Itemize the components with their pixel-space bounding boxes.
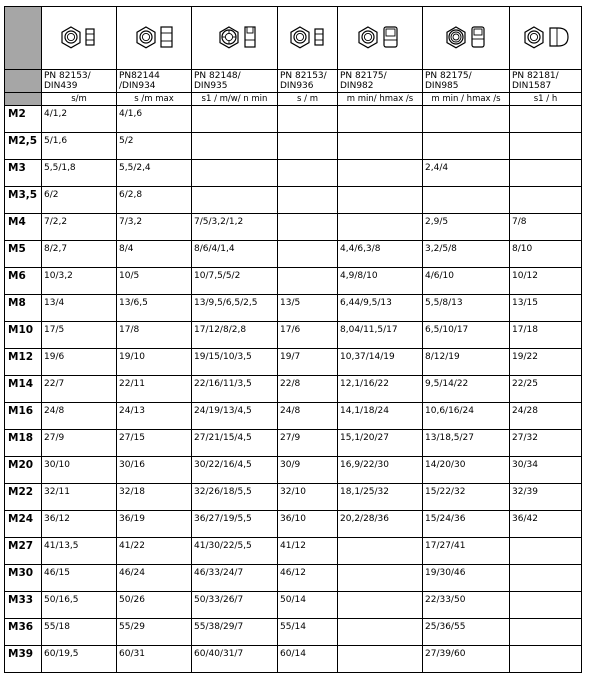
dimension-cell-c6: 9,5/14/22 bbox=[423, 376, 510, 403]
dimension-cell-c5: 14,1/18/24 bbox=[338, 403, 423, 430]
dimension-cell-c3 bbox=[192, 106, 278, 133]
thread-size-cell: M3,5 bbox=[5, 187, 42, 214]
hex-nut-icon bbox=[280, 20, 336, 54]
dimension-cell-c4: 60/14 bbox=[278, 646, 338, 673]
dimension-cell-c4 bbox=[278, 160, 338, 187]
dimension-cell-c4: 17/6 bbox=[278, 322, 338, 349]
thread-size-cell: M36 bbox=[5, 619, 42, 646]
dimension-cell-c5: 10,37/14/19 bbox=[338, 349, 423, 376]
dimension-cell-c4: 27/9 bbox=[278, 430, 338, 457]
unit-corner bbox=[5, 93, 42, 106]
dimension-cell-c2: 17/8 bbox=[117, 322, 192, 349]
dimension-cell-c1: 41/13,5 bbox=[42, 538, 117, 565]
dimension-cell-c3: 30/22/16/4,5 bbox=[192, 457, 278, 484]
col-unit-c2: s /m max bbox=[117, 93, 192, 106]
dimension-cell-c4 bbox=[278, 241, 338, 268]
table-row bbox=[5, 538, 582, 565]
table-row bbox=[5, 511, 582, 538]
dimension-cell-c4 bbox=[278, 133, 338, 160]
dimension-cell-c2: 7/3,2 bbox=[117, 214, 192, 241]
dimension-cell-c6: 15/22/32 bbox=[423, 484, 510, 511]
dimension-cell-c3: 32/26/18/5,5 bbox=[192, 484, 278, 511]
table-row bbox=[5, 376, 582, 403]
dimension-cell-c5: 4,9/8/10 bbox=[338, 268, 423, 295]
dimension-cell-c4: 41/12 bbox=[278, 538, 338, 565]
dimension-cell-c2: 5,5/2,4 bbox=[117, 160, 192, 187]
dimension-cell-c3: 50/33/26/7 bbox=[192, 592, 278, 619]
dimension-cell-c6 bbox=[423, 106, 510, 133]
dimension-cell-c1: 50/16,5 bbox=[42, 592, 117, 619]
dimension-cell-c3: 60/40/31/7 bbox=[192, 646, 278, 673]
dimension-cell-c1: 24/8 bbox=[42, 403, 117, 430]
dimension-cell-c5 bbox=[338, 619, 423, 646]
table-row bbox=[5, 349, 582, 376]
dimension-cell-c1: 6/2 bbox=[42, 187, 117, 214]
dimension-cell-c4: 32/10 bbox=[278, 484, 338, 511]
dimension-cell-c1: 60/19,5 bbox=[42, 646, 117, 673]
dimension-cell-c1: 19/6 bbox=[42, 349, 117, 376]
dimension-cell-c2: 41/22 bbox=[117, 538, 192, 565]
dimension-cell-c5: 6,44/9,5/13 bbox=[338, 295, 423, 322]
dimension-cell-c5 bbox=[338, 592, 423, 619]
dimension-cell-c1: 7/2,2 bbox=[42, 214, 117, 241]
dimension-cell-c6: 17/27/41 bbox=[423, 538, 510, 565]
dimension-cell-c5: 15,1/20/27 bbox=[338, 430, 423, 457]
cap-nut-icon bbox=[516, 20, 576, 54]
hex-nut-icon bbox=[49, 20, 109, 54]
dimension-cell-c5 bbox=[338, 565, 423, 592]
dimension-cell-c2: 5/2 bbox=[117, 133, 192, 160]
dimension-cell-c1: 46/15 bbox=[42, 565, 117, 592]
dimension-cell-c3: 55/38/29/7 bbox=[192, 619, 278, 646]
col-unit-c4: s / m bbox=[278, 93, 338, 106]
table-row bbox=[5, 619, 582, 646]
dimension-cell-c6: 5,5/8/13 bbox=[423, 295, 510, 322]
col-unit-c1: s/m bbox=[42, 93, 117, 106]
col-unit-c6: m min / hmax /s bbox=[423, 93, 510, 106]
dimension-cell-c1: 5/1,6 bbox=[42, 133, 117, 160]
castle-nut-icon bbox=[205, 20, 265, 54]
dimension-cell-c7 bbox=[510, 133, 582, 160]
thread-size-cell: M5 bbox=[5, 241, 42, 268]
col-icon-c2 bbox=[117, 7, 192, 70]
dimension-cell-c3: 41/30/22/5,5 bbox=[192, 538, 278, 565]
dimension-cell-c2: 6/2,8 bbox=[117, 187, 192, 214]
thread-size-cell: M20 bbox=[5, 457, 42, 484]
dimension-cell-c1: 4/1,2 bbox=[42, 106, 117, 133]
dimension-cell-c4: 22/8 bbox=[278, 376, 338, 403]
dimension-cell-c6 bbox=[423, 133, 510, 160]
table-row bbox=[5, 133, 582, 160]
table-row bbox=[5, 403, 582, 430]
dimension-cell-c4: 46/12 bbox=[278, 565, 338, 592]
dimension-cell-c6: 3,2/5/8 bbox=[423, 241, 510, 268]
table-row bbox=[5, 214, 582, 241]
col-icon-c3 bbox=[192, 7, 278, 70]
dimension-cell-c2: 30/16 bbox=[117, 457, 192, 484]
dimension-cell-c5 bbox=[338, 160, 423, 187]
dimension-cell-c4 bbox=[278, 214, 338, 241]
dimension-cell-c4: 30/9 bbox=[278, 457, 338, 484]
dimension-cell-c1: 13/4 bbox=[42, 295, 117, 322]
dimension-cell-c5: 16,9/22/30 bbox=[338, 457, 423, 484]
dimension-cell-c4: 36/10 bbox=[278, 511, 338, 538]
dimension-cell-c4 bbox=[278, 187, 338, 214]
dimension-cell-c2: 13/6,5 bbox=[117, 295, 192, 322]
dimension-cell-c3: 46/33/24/7 bbox=[192, 565, 278, 592]
dimension-cell-c6: 19/30/46 bbox=[423, 565, 510, 592]
thread-size-cell: M4 bbox=[5, 214, 42, 241]
thread-size-cell: M16 bbox=[5, 403, 42, 430]
thread-size-cell: M8 bbox=[5, 295, 42, 322]
dimension-cell-c6: 2,9/5 bbox=[423, 214, 510, 241]
dimension-cell-c2: 32/18 bbox=[117, 484, 192, 511]
table-row bbox=[5, 430, 582, 457]
icon-row bbox=[5, 7, 582, 70]
unit-row bbox=[5, 93, 582, 106]
dimension-cell-c1: 17/5 bbox=[42, 322, 117, 349]
thread-size-cell: M33 bbox=[5, 592, 42, 619]
dimension-cell-c1: 55/18 bbox=[42, 619, 117, 646]
dimension-cell-c7 bbox=[510, 592, 582, 619]
dimension-cell-c1: 10/3,2 bbox=[42, 268, 117, 295]
dimension-cell-c6: 4/6/10 bbox=[423, 268, 510, 295]
dimension-cell-c3: 24/19/13/4,5 bbox=[192, 403, 278, 430]
thread-size-cell: M12 bbox=[5, 349, 42, 376]
col-name-c7: PN 82181/ DIN1587 bbox=[510, 70, 582, 93]
dimension-cell-c5: 20,2/28/36 bbox=[338, 511, 423, 538]
dimension-cell-c7 bbox=[510, 106, 582, 133]
dimension-cell-c2: 19/10 bbox=[117, 349, 192, 376]
dimension-cell-c1: 27/9 bbox=[42, 430, 117, 457]
dimension-cell-c7 bbox=[510, 619, 582, 646]
hex-nut-icon bbox=[124, 20, 184, 54]
thread-size-cell: M22 bbox=[5, 484, 42, 511]
table-row bbox=[5, 106, 582, 133]
thread-size-cell: M18 bbox=[5, 430, 42, 457]
col-icon-c5 bbox=[338, 7, 423, 70]
table-row bbox=[5, 241, 582, 268]
dimension-cell-c2: 46/24 bbox=[117, 565, 192, 592]
dimension-cell-c2: 36/19 bbox=[117, 511, 192, 538]
dimension-cell-c6: 8/12/19 bbox=[423, 349, 510, 376]
dimension-cell-c7 bbox=[510, 160, 582, 187]
table-row bbox=[5, 484, 582, 511]
dimension-cell-c2: 24/13 bbox=[117, 403, 192, 430]
dimension-cell-c7: 22/25 bbox=[510, 376, 582, 403]
dimension-cell-c7: 10/12 bbox=[510, 268, 582, 295]
col-name-c2: PN82144 /DIN934 bbox=[117, 70, 192, 93]
dimension-cell-c3 bbox=[192, 160, 278, 187]
dimension-cell-c6: 15/24/36 bbox=[423, 511, 510, 538]
dimension-cell-c3 bbox=[192, 187, 278, 214]
dimension-cell-c3: 13/9,5/6,5/2,5 bbox=[192, 295, 278, 322]
dimension-cell-c7 bbox=[510, 187, 582, 214]
dimension-cell-c2: 50/26 bbox=[117, 592, 192, 619]
dimension-cell-c4: 50/14 bbox=[278, 592, 338, 619]
dimension-cell-c3: 17/12/8/2,8 bbox=[192, 322, 278, 349]
dimension-cell-c2: 4/1,6 bbox=[117, 106, 192, 133]
dimension-cell-c3: 27/21/15/4,5 bbox=[192, 430, 278, 457]
dimension-cell-c3 bbox=[192, 133, 278, 160]
thread-size-cell: M14 bbox=[5, 376, 42, 403]
thread-size-cell: M30 bbox=[5, 565, 42, 592]
dimension-cell-c3: 7/5/3,2/1,2 bbox=[192, 214, 278, 241]
dimension-cell-c2: 8/4 bbox=[117, 241, 192, 268]
table-row bbox=[5, 295, 582, 322]
dimension-cell-c6: 25/36/55 bbox=[423, 619, 510, 646]
col-unit-c3: s1 / m/w/ n min bbox=[192, 93, 278, 106]
dimension-cell-c5: 8,04/11,5/17 bbox=[338, 322, 423, 349]
dimension-cell-c1: 22/7 bbox=[42, 376, 117, 403]
dimension-cell-c1: 5,5/1,8 bbox=[42, 160, 117, 187]
dimension-cell-c6: 14/20/30 bbox=[423, 457, 510, 484]
table-row bbox=[5, 160, 582, 187]
dimension-cell-c3: 36/27/19/5,5 bbox=[192, 511, 278, 538]
table-row bbox=[5, 187, 582, 214]
table-row bbox=[5, 457, 582, 484]
nut-dimension-sheet bbox=[4, 6, 582, 673]
col-icon-c1 bbox=[42, 7, 117, 70]
dimension-cell-c6: 22/33/50 bbox=[423, 592, 510, 619]
dimension-cell-c3: 19/15/10/3,5 bbox=[192, 349, 278, 376]
col-icon-c4 bbox=[278, 7, 338, 70]
dimension-cell-c7: 30/34 bbox=[510, 457, 582, 484]
name-corner bbox=[5, 70, 42, 93]
dimension-cell-c5: 12,1/16/22 bbox=[338, 376, 423, 403]
dimension-cell-c5: 18,1/25/32 bbox=[338, 484, 423, 511]
thread-size-cell: M27 bbox=[5, 538, 42, 565]
dimension-cell-c5 bbox=[338, 538, 423, 565]
dimension-cell-c7: 13/15 bbox=[510, 295, 582, 322]
dimension-cell-c3: 22/16/11/3,5 bbox=[192, 376, 278, 403]
dimension-cell-c4: 24/8 bbox=[278, 403, 338, 430]
dimension-cell-c7: 8/10 bbox=[510, 241, 582, 268]
dimension-cell-c7: 19/22 bbox=[510, 349, 582, 376]
dimension-cell-c7: 36/42 bbox=[510, 511, 582, 538]
dimension-cell-c2: 60/31 bbox=[117, 646, 192, 673]
thread-size-cell: M2 bbox=[5, 106, 42, 133]
dimension-cell-c4: 55/14 bbox=[278, 619, 338, 646]
table-row bbox=[5, 268, 582, 295]
col-name-c5: PN 82175/ DIN982 bbox=[338, 70, 423, 93]
dimension-cell-c7: 32/39 bbox=[510, 484, 582, 511]
dimension-cell-c3: 10/7,5/5/2 bbox=[192, 268, 278, 295]
col-icon-c7 bbox=[510, 7, 582, 70]
header-corner bbox=[5, 7, 42, 70]
dimension-cell-c4: 13/5 bbox=[278, 295, 338, 322]
dimension-cell-c5: 4,4/6,3/8 bbox=[338, 241, 423, 268]
dimension-cell-c7 bbox=[510, 538, 582, 565]
thread-size-cell: M2,5 bbox=[5, 133, 42, 160]
dimension-cell-c6: 13/18,5/27 bbox=[423, 430, 510, 457]
dimension-cell-c6: 27/39/60 bbox=[423, 646, 510, 673]
dimension-cell-c6: 6,5/10/17 bbox=[423, 322, 510, 349]
dimension-cell-c2: 22/11 bbox=[117, 376, 192, 403]
col-unit-c7: s1 / h bbox=[510, 93, 582, 106]
col-name-c1: PN 82153/ DIN439 bbox=[42, 70, 117, 93]
dimension-cell-c5 bbox=[338, 646, 423, 673]
thread-size-cell: M6 bbox=[5, 268, 42, 295]
table-row bbox=[5, 592, 582, 619]
thread-size-cell: M3 bbox=[5, 160, 42, 187]
dimension-cell-c6: 2,4/4 bbox=[423, 160, 510, 187]
col-name-c3: PN 82148/ DIN935 bbox=[192, 70, 278, 93]
dimension-cell-c4: 19/7 bbox=[278, 349, 338, 376]
thread-size-cell: M10 bbox=[5, 322, 42, 349]
dimension-cell-c5 bbox=[338, 214, 423, 241]
dimension-cell-c1: 32/11 bbox=[42, 484, 117, 511]
dimension-cell-c7: 7/8 bbox=[510, 214, 582, 241]
standard-name-row bbox=[5, 70, 582, 93]
dimension-cell-c3: 8/6/4/1,4 bbox=[192, 241, 278, 268]
dimension-cell-c1: 30/10 bbox=[42, 457, 117, 484]
col-name-c4: PN 82153/ DIN936 bbox=[278, 70, 338, 93]
dimension-cell-c2: 10/5 bbox=[117, 268, 192, 295]
dimension-cell-c4 bbox=[278, 268, 338, 295]
thread-size-cell: M39 bbox=[5, 646, 42, 673]
dimension-cell-c5 bbox=[338, 187, 423, 214]
dimension-cell-c2: 55/29 bbox=[117, 619, 192, 646]
dimension-cell-c6 bbox=[423, 187, 510, 214]
col-unit-c5: m min/ hmax /s bbox=[338, 93, 423, 106]
col-name-c6: PN 82175/ DIN985 bbox=[423, 70, 510, 93]
col-icon-c6 bbox=[423, 7, 510, 70]
dimension-cell-c5 bbox=[338, 133, 423, 160]
dimension-cell-c1: 8/2,7 bbox=[42, 241, 117, 268]
dimension-cell-c5 bbox=[338, 106, 423, 133]
dimension-cell-c7: 17/18 bbox=[510, 322, 582, 349]
table-row bbox=[5, 322, 582, 349]
thread-size-cell: M24 bbox=[5, 511, 42, 538]
lock-nut-icon bbox=[434, 20, 498, 54]
lock-nut-icon bbox=[350, 20, 410, 54]
dimension-cell-c7: 27/32 bbox=[510, 430, 582, 457]
dimension-cell-c7: 24/28 bbox=[510, 403, 582, 430]
table-row bbox=[5, 565, 582, 592]
dimension-cell-c2: 27/15 bbox=[117, 430, 192, 457]
dimension-cell-c7 bbox=[510, 646, 582, 673]
dimension-cell-c4 bbox=[278, 106, 338, 133]
dimension-cell-c1: 36/12 bbox=[42, 511, 117, 538]
nut-dimension-table bbox=[4, 6, 582, 673]
dimension-cell-c7 bbox=[510, 565, 582, 592]
dimension-cell-c6: 10,6/16/24 bbox=[423, 403, 510, 430]
table-row bbox=[5, 646, 582, 673]
